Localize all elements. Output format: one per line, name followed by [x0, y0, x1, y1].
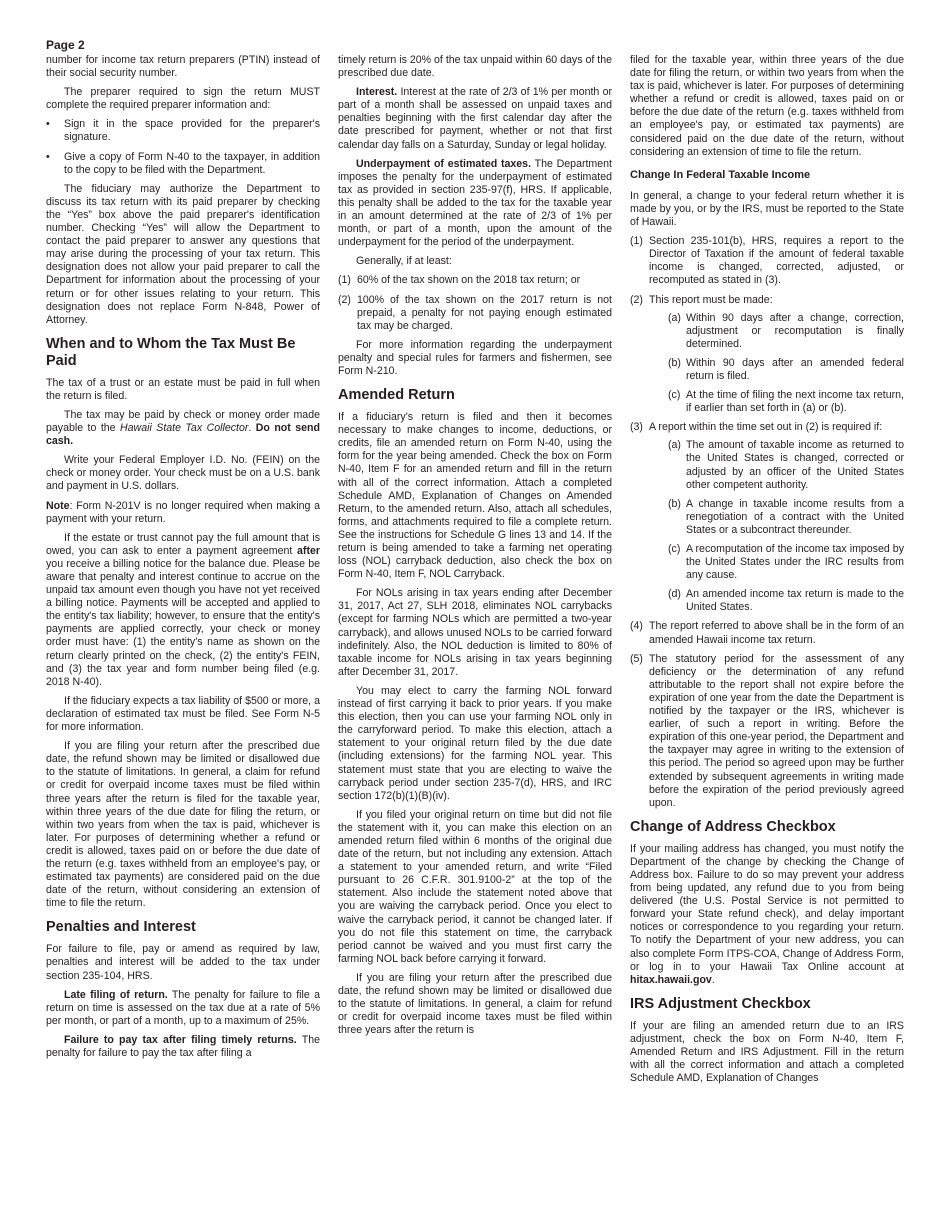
- paragraph: If the fiduciary expects a tax liability of $500 or more, a declaration of estimated tax must be filed. See Form N-5 for more information.: [46, 694, 320, 734]
- bullet-list: [46, 118, 320, 176]
- paragraph: Generally, if at least:: [356, 255, 452, 268]
- list-item: (1) Section 235-101(b), HRS, requires a report to the Director of Taxation if the amount of federal taxable income is changed, corrected, adjusted, or recomputed as stated in (3).: [630, 235, 904, 287]
- list-item: (4) The report referred to above shall be in the form of an amended Hawaii income tax return.: [630, 620, 904, 646]
- section-heading: When and to Whom the Tax Must Be Paid: [46, 335, 296, 369]
- paragraph: In general, a change to your federal return whether it is made by you, or by the IRS, must be reported to the State of Hawaii.: [630, 189, 904, 229]
- page-number: Page 2: [46, 38, 85, 52]
- note-paragraph: Note: Form N-201V is no longer required when making a payment with your return.: [46, 499, 320, 525]
- list-item: (a) The amount of taxable income as returned to the United States is changed, corrected or adjusted by an officer of the United States other competent authority.: [668, 439, 904, 491]
- paragraph: If your mailing address has changed, you must notify the Department of the change by checking the Change of Address box. Failure to do so may prevent your address from being updated, any refund due to you from being delivered (the U.S. Postal Service is not permitted to forward your State refund check), and delay important notices or correspondence to you regarding your return. To notify the Department of your new address, you can also complete Form ITPS-COA, Change of Address Form, or log in to your Hawaii Tax Online account at hitax.hawaii.gov.: [630, 842, 904, 986]
- list-item: (c) A recomputation of the income tax imposed by the United States under the IRC results from any cause.: [668, 543, 904, 582]
- list-item: (2) This report must be made: (a) Within 90 days after a change, correction, adjustment or recomputation is finally determined. (b) Within 90 days after an amended federal return is filed. (c) At the time of filing the next income tax return, if earlier than set forth in (a) or (b).: [630, 293, 904, 415]
- section-heading: Amended Return: [338, 387, 455, 404]
- paragraph: timely return is 20% of the tax unpaid within 60 days of the prescribed due date.: [338, 54, 612, 80]
- list-item: (b) Within 90 days after an amended federal return is filed.: [668, 356, 904, 382]
- paragraph: The fiduciary may authorize the Department to discuss its tax return with its paid preparer by checking the “Yes” box above the paid preparer's identification number. Checking “Yes” will allow the Department to contact the paid preparer to answer any questions that may arise during the processing of your tax return. This designation does not allow your paid preparer to call the Department for information about the processing of your return or for other issues relating to your return. This designation does not replace Form N-848, Power of Attorney.: [46, 182, 320, 326]
- list-item: • Sign it in the space provided for the preparer's signature.: [46, 118, 320, 144]
- paragraph: For more information regarding the underpayment penalty and special rules for farmers and fishermen, see Form N-210.: [338, 338, 612, 377]
- paragraph: If you are filing your return after the prescribed due date, the refund shown may be limited or disallowed due to the statute of limitations. In general, a claim for refund or credit for overpaid income taxes must be filed within three years after the return is filed for the taxable year, within three years of the due date for filing the return, or within two years from when the tax is paid, whichever is later. For purposes of determining whether a refund or credit is allowed, taxes paid on or before the due date of the return (e.g. taxes withheld from an employee's pay, or estimated tax payments) are considered paid on the due date of the return, without considering an extension of time to file the return.: [46, 740, 320, 910]
- list-item: (2) 100% of the tax shown on the 2017 return is not prepaid, a penalty for not paying enough estimated tax may be charged.: [338, 293, 612, 332]
- column-3: [630, 54, 904, 1091]
- paragraph: For NOLs arising in tax years ending after December 31, 2017, Act 27, SLH 2018, eliminates NOL carrybacks (except for farming NOLs which are permitted a two-year carryback), and allows unused NOLs to be carried forward indefinitely. Also, the NOL deduction is limited to 80% of taxable income for NOLs arising in tax years beginning after December 31, 2017.: [338, 587, 612, 678]
- paragraph: The preparer required to sign the return MUST complete the required preparer information and:: [46, 86, 320, 112]
- paragraph: Failure to pay tax after filing timely returns. The penalty for failure to pay the tax after filing a: [46, 1033, 320, 1059]
- column-2: [338, 54, 612, 1043]
- website-link[interactable]: hitax.hawaii.gov: [630, 973, 712, 986]
- section-heading: IRS Adjustment Checkbox: [630, 995, 811, 1012]
- list-item: (b) A change in taxable income results from a renegotiation of a contract with the United States or a subcontract thereunder.: [668, 497, 904, 536]
- lettered-list: [649, 312, 904, 416]
- paragraph: Write your Federal Employer I.D. No. (FEIN) on the check or money order. Your check must be on a U.S. bank and payment in U.S. dollars.: [46, 454, 320, 493]
- paragraph: If a fiduciary's return is filed and then it becomes necessary to make changes to income, deductions, or credits, file an amended return on Form N-40, using the form for the year being amended. Check the box on Form N-40, Item F for an amended return and fill in the return with all of the correct information. Attach a completed Schedule AMD, Explanation of Changes on Amended Return, to the amended return. Also, attach all schedules, forms, and attachments required to file a complete return. See the instructions for Schedule G lines 13 and 14. If the return is being amended to take a farming net operating loss (NOL) carryback deduction, also check the box on Form N-40, Item F, NOL Carryback.: [338, 411, 612, 581]
- list-item: (c) At the time of filing the next income tax return, if earlier than set forth in (a) or (b).: [668, 389, 904, 415]
- paragraph: filed for the taxable year, within three years of the due date for filing the return, or within two years from when the tax is paid, whichever is later. For purposes of determining whether a refund or credit is allowed, taxes paid on or before the due date of the return (e.g. taxes withheld from an employee's pay, or estimated tax payments) are considered paid on the due date of the return, without considering an extension of time to file the return.: [630, 54, 904, 158]
- list-item: (5) The statutory period for the assessment of any deficiency or the determination of any refund attributable to the report shall not expire before the expiration of one year from the date the Department is notified by the taxpayer or the IRS, whichever is earlier, of such a report in writing. Before the expiration of this one-year period, the Department and the taxpayer may agree in writing to the extension of this period. The period so agreed upon may be further extended by subsequent agreements in writing made before the expiration of the period previously agreed upon.: [630, 652, 904, 809]
- paragraph: Underpayment of estimated taxes. The Department imposes the penalty for the underpayment of estimated tax as provided in section 235-97(f), HRS. If applicable, this penalty shall be added to the tax for the taxable year in an amount determined at the rate of 2/3 of 1% per month, or part of a month, upon the amount of the underpayment for the period of the underpayment.: [338, 157, 612, 249]
- paragraph: The tax of a trust or an estate must be paid in full when the return is filed.: [46, 376, 320, 402]
- section-heading: Penalties and Interest: [46, 919, 196, 936]
- list-item: (1) 60% of the tax shown on the 2018 tax return; or: [338, 274, 581, 287]
- paragraph: If you filed your original return on time but did not file the statement with it, you can make this election on an amended return filed within 6 months of the original due date of the return, but not including any extension. Attach a statement to your amended return, and write “Filed pursuant to 26 C.F.R. 301.9100-2” at the top of the statement. Also include the statement noted above that you are waiving the carryback period. Once you elect to waive the carryback period, it cannot be changed later. If you do not file this statement on time, the carryback period cannot be waived and you must first carry the farming NOL back before carrying it forward.: [338, 808, 612, 965]
- column-1: [46, 54, 320, 1066]
- list-item: • Give a copy of Form N-40 to the taxpayer, in addition to the copy to be filed with the Department.: [46, 150, 320, 176]
- bullet-icon: •: [46, 150, 50, 163]
- paragraph: For failure to file, pay or amend as required by law, penalties and interest will be added to the tax under section 235-104, HRS.: [46, 943, 320, 982]
- paragraph: If you are filing your return after the prescribed due date, the refund shown may be limited or disallowed due to the statute of limitations. In general, a claim for refund or credit for overpaid income taxes must be filed within three years after the return is: [338, 971, 612, 1037]
- paragraph: Interest. Interest at the rate of 2/3 of 1% per month or part of a month shall be assessed on unpaid taxes and penalties beginning with the first calendar day after the date prescribed for payment, whether or not that first calendar day falls on a Saturday, Sunday or legal holiday.: [338, 86, 612, 151]
- paragraph: The tax may be paid by check or money order made payable to the Hawaii State Tax Collector. Do not send cash.: [46, 408, 320, 448]
- paragraph: number for income tax return preparers (PTIN) instead of their social security number.: [46, 54, 320, 80]
- paragraph: Late filing of return. The penalty for failure to file a return on time is assessed on the tax due at a rate of 5% per month, or part of a month, up to a maximum of 25%.: [46, 988, 320, 1027]
- paragraph: If your are filing an amended return due to an IRS adjustment, check the box on Form N-40, Item F, Amended Return and IRS Adjustment. Fill in the return with all the correct information and attach a completed Schedule AMD, Explanation of Changes: [630, 1019, 904, 1085]
- lettered-list: [649, 439, 904, 614]
- paragraph: If the estate or trust cannot pay the full amount that is owed, you can ask to enter a payment agreement after you receive a billing notice for the balance due. Please be aware that penalty and interest continue to accrue on the unpaid tax amount even though you have not yet received a billing notice. Payments will be accepted and applied to the entity's tax liability; however, to ensure that the entity's payments are applied correctly, your check or money order must have: (1) the entity's name as shown on the return clearly printed on the check, (2) the entity's FEIN, and (3) the tax year and form number being filed (e.g. 2018 N-40).: [46, 531, 320, 688]
- numbered-list: [630, 235, 904, 810]
- subsection-heading: Change In Federal Taxable Income: [630, 168, 811, 181]
- list-item: (a) Within 90 days after a change, correction, adjustment or recomputation is finally determined.: [668, 311, 904, 350]
- section-heading: Change of Address Checkbox: [630, 818, 836, 835]
- list-item: (3) A report within the time set out in (2) is required if: (a) The amount of taxable income as returned to the United States is changed, corrected or adjusted by an officer of the United States other competent authority. (b) A change in taxable income results from a renegotiation of a contract with the United States or a subcontract thereunder. (c) A recomputation of the income tax imposed by the United States under the IRC results from any cause. (d) An amended income tax return is made to the United States.: [630, 421, 904, 614]
- paragraph: You may elect to carry the farming NOL forward instead of first carrying it back to prior years. If you make this election, then you can use your farming NOL only in the carryforward period. To make this election, attach a statement to your original return filed by the due date (including extensions) for the farming NOL year. This statement must state that you are electing to waive the carryback period under section 235-7(d), HRS, and IRC section 172(b)(1)(B)(iv).: [338, 684, 612, 802]
- numbered-list: [338, 274, 612, 332]
- list-item: (d) An amended income tax return is made to the United States.: [668, 588, 904, 614]
- bullet-icon: •: [46, 118, 50, 131]
